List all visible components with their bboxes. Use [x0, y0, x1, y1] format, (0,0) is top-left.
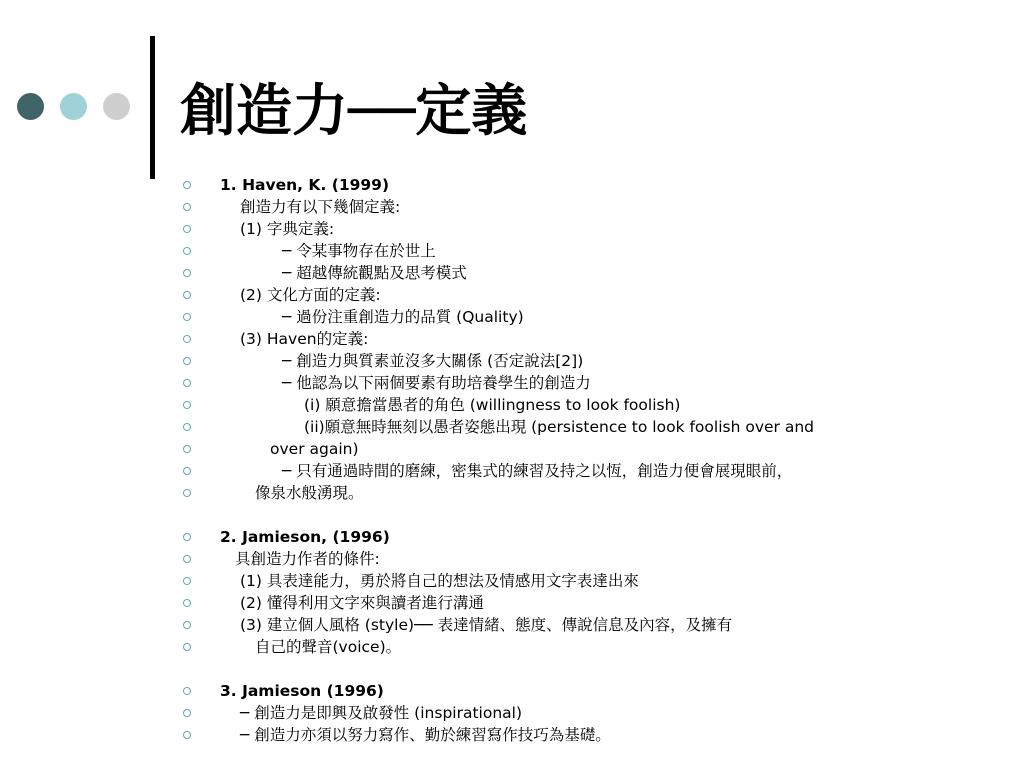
bullet-line [0, 636, 1024, 658]
line-text: 具創造力作者的條件: [235, 550, 380, 568]
bullet-line [0, 702, 1024, 724]
decorative-dot-light [103, 93, 130, 120]
bullet-icon [183, 687, 191, 695]
line-text: ─ 只有通過時間的磨練，密集式的練習及持之以恆，創造力便會展現眼前， [282, 462, 793, 480]
line-text: ─ 過份注重創造力的品質 (Quality) [282, 308, 524, 326]
bullet-line [0, 372, 1024, 394]
bullet-line [0, 174, 1024, 196]
line-text: 創造力有以下幾個定義: [240, 198, 401, 216]
line-text: over again) [270, 440, 359, 458]
line-text: (i) 願意擔當愚者的角色 (willingness to look foolish) [304, 396, 681, 414]
bullet-icon [183, 489, 191, 497]
bullet-icon [183, 555, 191, 563]
bullet-icon [183, 599, 191, 607]
bullet-line [0, 614, 1024, 636]
line-text: (1) 具表達能力，勇於將自己的想法及情感用文字表達出來 [240, 572, 639, 590]
bullet-icon [183, 225, 191, 233]
reference-heading: 1. Haven, K. (1999) [220, 176, 390, 194]
bullet-icon [183, 357, 191, 365]
line-text: ─ 創造力與質素並沒多大關係 (否定說法[2]) [282, 352, 584, 370]
bullet-line [0, 306, 1024, 328]
bullet-icon [183, 203, 191, 211]
bullet-line [0, 526, 1024, 548]
line-text: 像泉水般湧現。 [255, 484, 364, 502]
bullet-line [0, 548, 1024, 570]
bullet-line [0, 460, 1024, 482]
bullet-icon [183, 467, 191, 475]
slide-title: 創造力──定義 [180, 78, 528, 144]
line-text: ─ 創造力是即興及啟發性 (inspirational) [240, 704, 522, 722]
bullet-icon [183, 533, 191, 541]
line-text: (3) Haven的定義: [240, 330, 369, 348]
line-text: ─ 創造力亦須以努力寫作、勤於練習寫作技巧為基礎。 [240, 726, 611, 744]
bullet-line [0, 570, 1024, 592]
bullet-icon [183, 709, 191, 717]
line-text: 自己的聲音(voice)。 [255, 638, 402, 656]
decorative-dot-dark [17, 93, 44, 120]
line-text: ─ 超越傳統觀點及思考模式 [282, 264, 467, 282]
bullet-icon [183, 291, 191, 299]
line-text: (ii)願意無時無刻以愚者姿態出現 (persistence to look foolish over and [304, 418, 814, 436]
bullet-line [0, 218, 1024, 240]
reference-heading: 2. Jamieson, (1996) [220, 528, 390, 546]
bullet-line [0, 350, 1024, 372]
line-text: (3) 建立個人風格 (style)── 表達情緒、態度、傳說信息及內容，及擁有 [240, 616, 733, 634]
bullet-line [0, 482, 1024, 504]
bullet-icon [183, 621, 191, 629]
bullet-icon [183, 643, 191, 651]
bullet-icon [183, 423, 191, 431]
bullet-icon [183, 181, 191, 189]
bullet-line [0, 284, 1024, 306]
bullet-icon [183, 269, 191, 277]
bullet-line [0, 416, 1024, 438]
line-text: ─ 他認為以下兩個要素有助培養學生的創造力 [282, 374, 591, 392]
bullet-line [0, 328, 1024, 350]
bullet-icon [183, 401, 191, 409]
slide-body [0, 174, 1024, 746]
bullet-line [0, 394, 1024, 416]
bullet-icon [183, 577, 191, 585]
bullet-line [0, 438, 1024, 460]
bullet-line [0, 196, 1024, 218]
blank-line [0, 658, 1024, 680]
decorative-dot-mid [60, 93, 87, 120]
reference-heading: 3. Jamieson (1996) [220, 682, 384, 700]
bullet-icon [183, 379, 191, 387]
title-divider [150, 36, 155, 179]
line-text: (2) 文化方面的定義: [240, 286, 381, 304]
bullet-icon [183, 731, 191, 739]
bullet-icon [183, 247, 191, 255]
bullet-line [0, 240, 1024, 262]
bullet-line [0, 592, 1024, 614]
bullet-line [0, 262, 1024, 284]
line-text: (1) 字典定義: [240, 220, 335, 238]
line-text: ─ 令某事物存在於世上 [282, 242, 436, 260]
blank-line [0, 504, 1024, 526]
line-text: (2) 懂得利用文字來與讀者進行溝通 [240, 594, 484, 612]
bullet-line [0, 680, 1024, 702]
bullet-icon [183, 313, 191, 321]
bullet-line [0, 724, 1024, 746]
bullet-icon [183, 335, 191, 343]
bullet-icon [183, 445, 191, 453]
